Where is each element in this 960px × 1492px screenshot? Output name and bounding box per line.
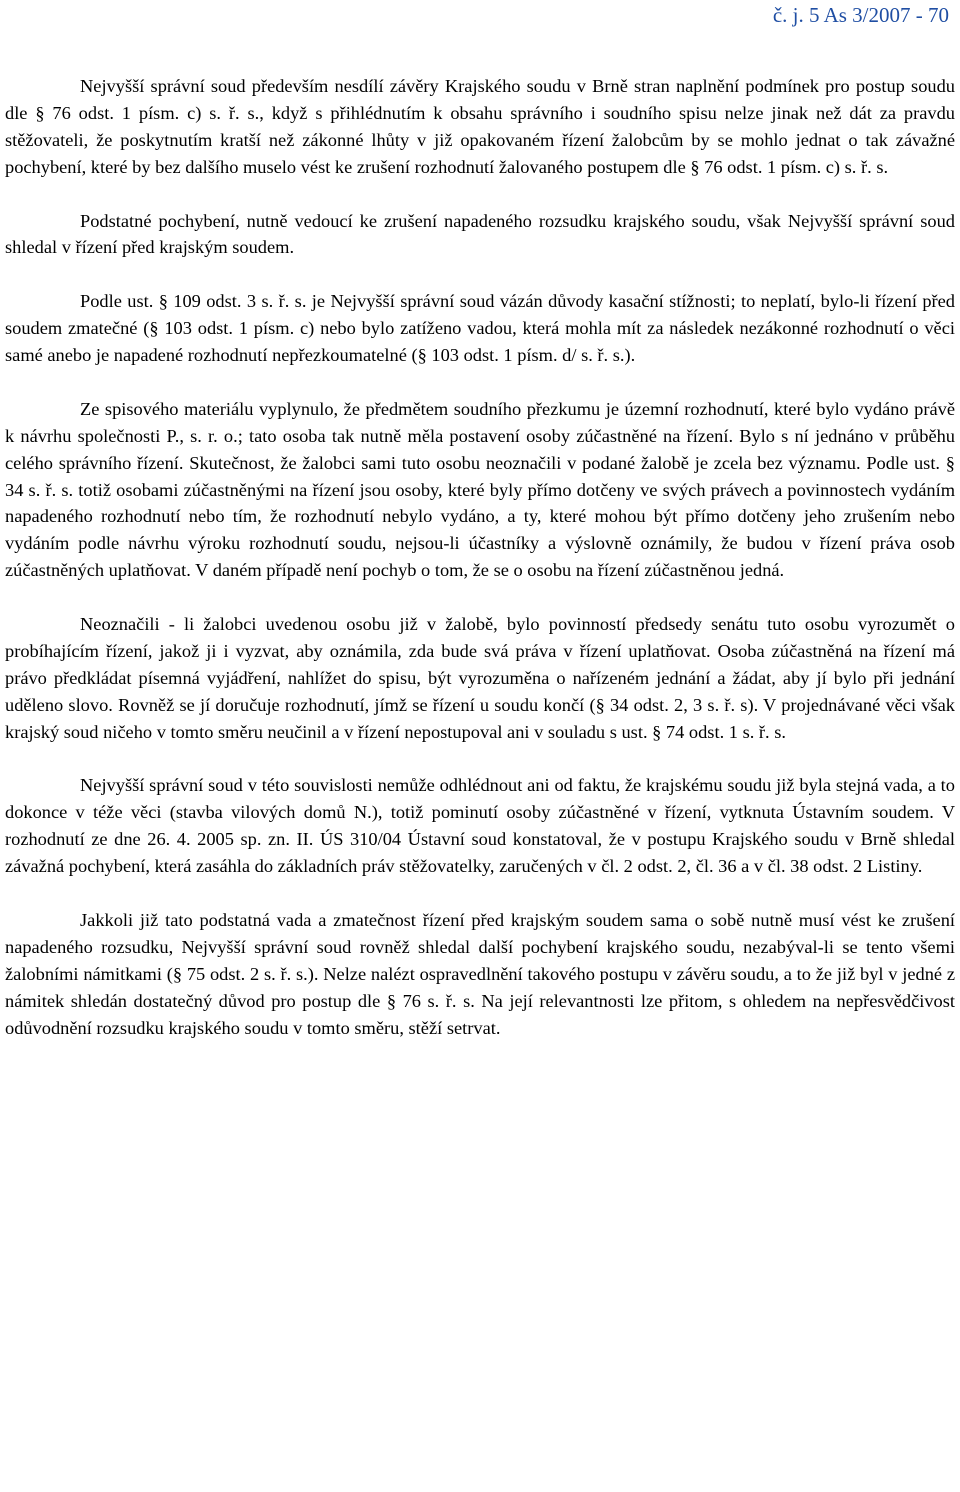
paragraph-5: Neoznačili - li žalobci uvedenou osobu již v žalobě, bylo povinností předsedy senátu tuto osobu vyrozumět o probíhajícím řízení, jakož ji i vyzvat, aby oznámila, zda bude svá práva v řízení uplatňovat. Osoba zúčastněná na řízení má právo předkládat písemná vyjádření, nahlížet do spisu, být vyrozuměna o nařízeném jednání a žádat, aby jí bylo při jednání uděleno slovo. Rovněž se jí doručuje rozhodnutí, jímž se řízení u soudu končí (§ 34 odst. 2, 3 s. ř. s). V projednávané věci však krajský soud ničeho v tomto směru neučinil a v řízení nepostupoval ani v souladu s ust. § 74 odst. 1 s. ř. s. <box>5 614 955 742</box>
document-body <box>5 73 955 1068</box>
paragraph-2: Podstatné pochybení, nutně vedoucí ke zrušení napadeného rozsudku krajského soudu, však Nejvyšší správní soud shledal v řízení před krajským soudem. <box>5 210 955 258</box>
paragraph-4: Ze spisového materiálu vyplynulo, že předmětem soudního přezkumu je územní rozhodnutí, které bylo vydáno právě k návrhu společnosti P., s. r. o.; tato osoba tak nutně měla postavení osoby zúčastněné na řízení. Bylo s ní jednáno v průběhu celého správního řízení. Skutečnost, že žalobci sami tuto osobu neoznačili v podané žalobě je zcela bez významu. Podle ust. § 34 s. ř. s. totiž osobami zúčastněnými na řízení jsou osoby, které byly přímo dotčeny ve svých právech a povinnostech vydáním napadeného rozhodnutí nebo tím, že rozhodnutí nebylo vydáno, a ty, které mohou být přímo dotčeny jeho zrušením nebo vydáním podle návrhu výroku rozhodnutí soudu, nejsou-li účastníky a výslovně oznámily, že budou v řízení práva osob zúčastněných uplatňovat. V daném případě není pochyb o tom, že se o osobu na řízení zúčastněnou jedná. <box>5 398 955 581</box>
paragraph-7: Jakkoli již tato podstatná vada a zmatečnost řízení před krajským soudem sama o sobě nutně musí vést ke zrušení napadeného rozsudku, Nejvyšší správní soud rovněž shledal další pochybení krajského soudu, nezabýval-li se tento všemi žalobními námitkami (§ 75 odst. 2 s. ř. s.). Nelze nalézt ospravedlnění takového postupu v závěru soudu, a to že již byl v jedné z námitek shledán dostatečný důvod pro postup dle § 76 s. ř. s. Na její relevantnosti lze přitom, s ohledem na nepřesvědčivost odůvodnění rozsudku krajského soudu v tomto směru, stěží setrvat. <box>5 910 955 1038</box>
paragraph-3: Podle ust. § 109 odst. 3 s. ř. s. je Nejvyšší správní soud vázán důvody kasační stížnosti; to neplatí, bylo-li řízení před soudem zmatečné (§ 103 odst. 1 písm. c) nebo bylo zatíženo vadou, která mohla mít za následek nezákonné rozhodnutí o věci samé anebo je napadené rozhodnutí nepřezkoumatelné (§ 103 odst. 1 písm. d/ s. ř. s.). <box>5 291 955 366</box>
case-number: č. j. 5 As 3/2007 - 70 <box>772 3 949 27</box>
paragraph-6: Nejvyšší správní soud v této souvislosti nemůže odhlédnout ani od faktu, že krajskému soudu již byla stejná vada, a to dokonce v téže věci (stavba vilových domů N.), totiž pominutí osoby zúčastněné v řízení, vytknuta Ústavním soudem. V rozhodnutí ze dne 26. 4. 2005 sp. zn. II. ÚS 310/04 Ústavní soud konstatoval, že v postupu Krajského soudu v Brně shledal závažná pochybení, která zasáhla do základních práv stěžovatelky, zaručených v čl. 2 odst. 2, čl. 36 a v čl. 38 odst. 2 Listiny. <box>5 775 955 877</box>
paragraph-1: Nejvyšší správní soud především nesdílí závěry Krajského soudu v Brně stran naplnění podmínek pro postup soudu dle § 76 odst. 1 písm. c) s. ř. s., když s přihlédnutím k obsahu správního i soudního spisu nelze jinak než dát za pravdu stěžovateli, že poskytnutím kratší než zákonné lhůty v již opakovaném řízení žalobcům by se mohlo jednat o tak závažné pochybení, které by bez dalšího muselo vést ke zrušení rozhodnutí žalovaného postupem dle § 76 odst. 1 písm. c) s. ř. s. <box>5 76 955 177</box>
